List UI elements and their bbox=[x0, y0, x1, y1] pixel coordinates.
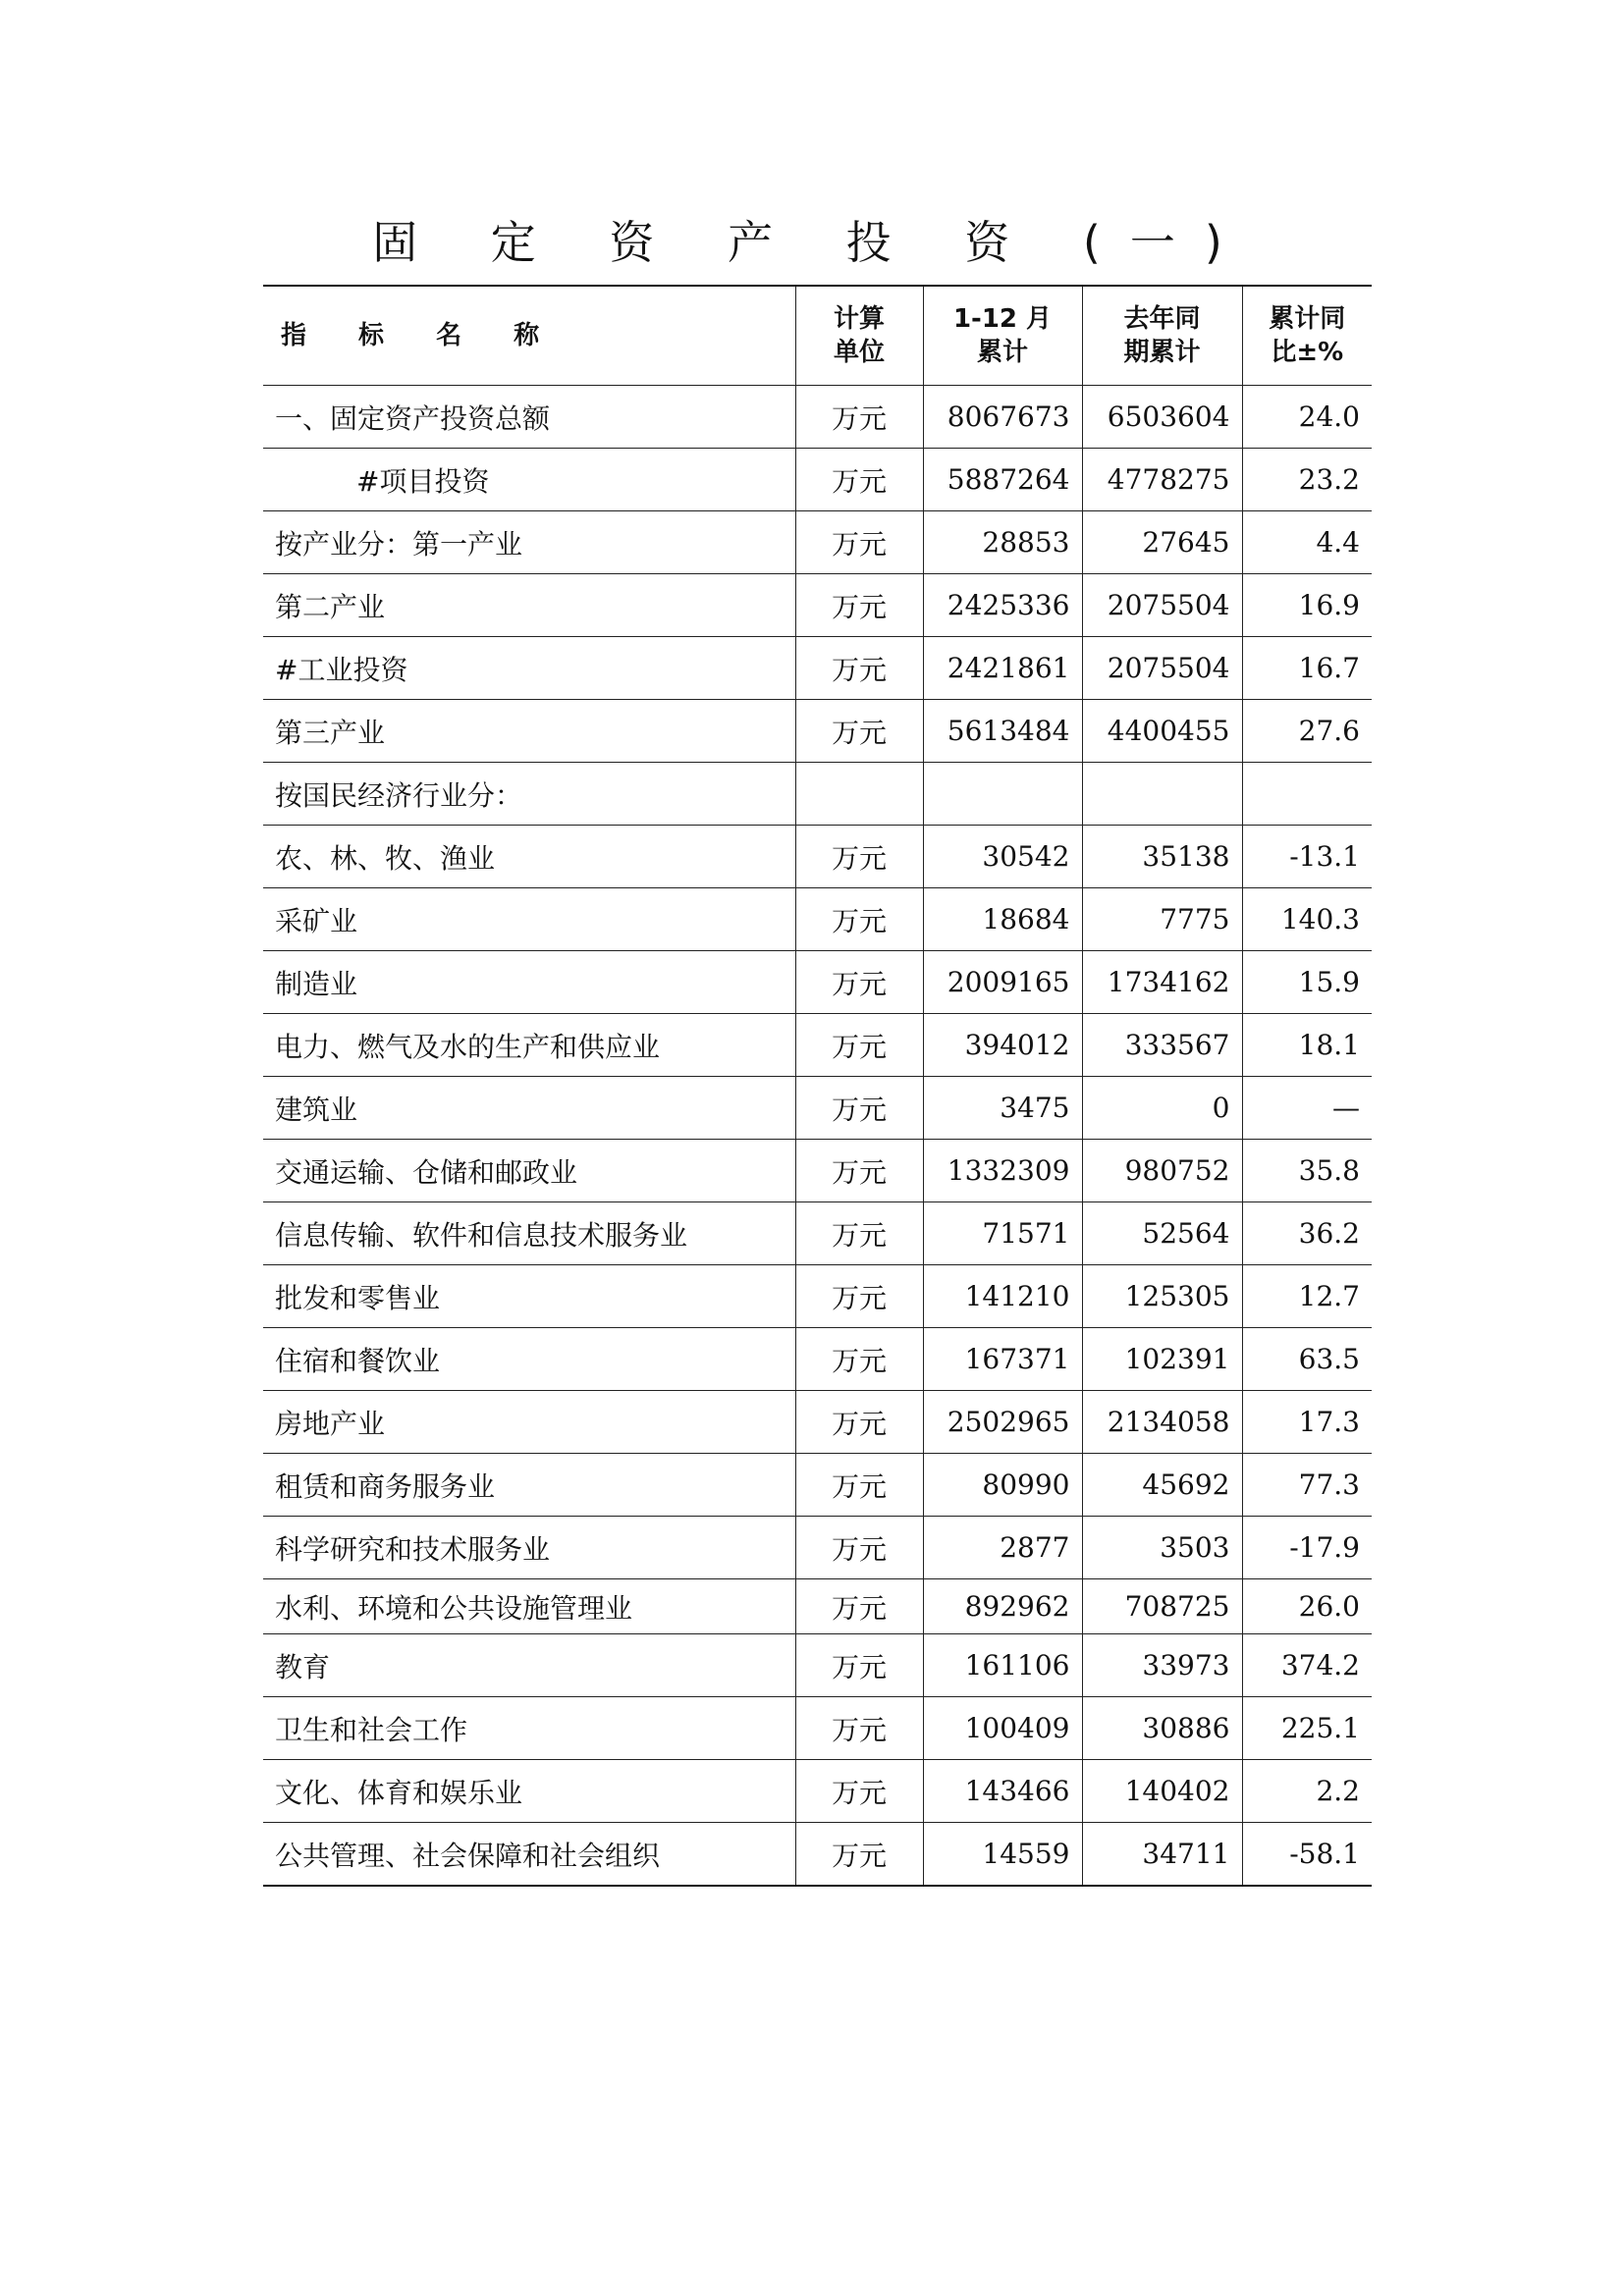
row-current: 30542 bbox=[923, 826, 1082, 888]
row-current: 5887264 bbox=[923, 449, 1082, 511]
row-percent: 18.1 bbox=[1242, 1014, 1372, 1077]
table-row bbox=[263, 1697, 1372, 1760]
row-percent: -13.1 bbox=[1242, 826, 1372, 888]
row-current: 28853 bbox=[923, 511, 1082, 574]
table-row bbox=[263, 700, 1372, 763]
table-row bbox=[263, 1391, 1372, 1454]
row-current: 18684 bbox=[923, 888, 1082, 951]
row-name: 租赁和商务服务业 bbox=[263, 1454, 795, 1517]
header-unit bbox=[795, 286, 923, 386]
row-percent: 12.7 bbox=[1242, 1265, 1372, 1328]
row-percent: — bbox=[1242, 1077, 1372, 1140]
row-previous: 2075504 bbox=[1082, 574, 1242, 637]
row-name: 文化、体育和娱乐业 bbox=[263, 1760, 795, 1823]
header-previous-line1: 去年同 bbox=[1123, 304, 1201, 334]
row-name: 农、林、牧、渔业 bbox=[263, 826, 795, 888]
row-unit: 万元 bbox=[795, 1391, 923, 1454]
row-percent: 16.9 bbox=[1242, 574, 1372, 637]
header-row bbox=[263, 286, 1372, 386]
row-name: 一、固定资产投资总额 bbox=[263, 386, 795, 449]
row-previous: 1734162 bbox=[1082, 951, 1242, 1014]
table-row bbox=[263, 1140, 1372, 1202]
row-current: 2877 bbox=[923, 1517, 1082, 1579]
row-unit: 万元 bbox=[795, 1202, 923, 1265]
header-current-line1: 1-12 月 bbox=[952, 304, 1053, 334]
row-unit: 万元 bbox=[795, 1077, 923, 1140]
row-current: 2009165 bbox=[923, 951, 1082, 1014]
row-unit: 万元 bbox=[795, 1634, 923, 1697]
table-row bbox=[263, 449, 1372, 511]
row-previous: 52564 bbox=[1082, 1202, 1242, 1265]
table-row bbox=[263, 826, 1372, 888]
row-percent: 2.2 bbox=[1242, 1760, 1372, 1823]
row-percent: 140.3 bbox=[1242, 888, 1372, 951]
row-name: 批发和零售业 bbox=[263, 1265, 795, 1328]
table-row bbox=[263, 1634, 1372, 1697]
row-percent: 374.2 bbox=[1242, 1634, 1372, 1697]
row-name: 电力、燃气及水的生产和供应业 bbox=[263, 1014, 795, 1077]
row-previous: 708725 bbox=[1082, 1579, 1242, 1634]
table-row bbox=[263, 637, 1372, 700]
row-current: 892962 bbox=[923, 1579, 1082, 1634]
table-row bbox=[263, 1077, 1372, 1140]
row-current: 161106 bbox=[923, 1634, 1082, 1697]
row-percent: 27.6 bbox=[1242, 700, 1372, 763]
row-current: 167371 bbox=[923, 1328, 1082, 1391]
row-name: 房地产业 bbox=[263, 1391, 795, 1454]
row-percent: 63.5 bbox=[1242, 1328, 1372, 1391]
row-percent: 16.7 bbox=[1242, 637, 1372, 700]
table-row bbox=[263, 574, 1372, 637]
row-previous: 2134058 bbox=[1082, 1391, 1242, 1454]
row-unit: 万元 bbox=[795, 637, 923, 700]
row-unit: 万元 bbox=[795, 1760, 923, 1823]
row-unit: 万元 bbox=[795, 511, 923, 574]
row-previous: 35138 bbox=[1082, 826, 1242, 888]
row-unit: 万元 bbox=[795, 1454, 923, 1517]
row-percent: 77.3 bbox=[1242, 1454, 1372, 1517]
row-percent: -17.9 bbox=[1242, 1517, 1372, 1579]
row-previous: 2075504 bbox=[1082, 637, 1242, 700]
row-name: 卫生和社会工作 bbox=[263, 1697, 795, 1760]
row-current: 1332309 bbox=[923, 1140, 1082, 1202]
row-previous: 3503 bbox=[1082, 1517, 1242, 1579]
row-name: 水利、环境和公共设施管理业 bbox=[263, 1579, 795, 1634]
investment-table bbox=[263, 285, 1372, 1887]
table-row bbox=[263, 951, 1372, 1014]
row-unit bbox=[795, 763, 923, 826]
row-name: 制造业 bbox=[263, 951, 795, 1014]
header-previous bbox=[1082, 286, 1242, 386]
table-row bbox=[263, 1014, 1372, 1077]
row-percent: 24.0 bbox=[1242, 386, 1372, 449]
row-previous: 6503604 bbox=[1082, 386, 1242, 449]
row-unit: 万元 bbox=[795, 1579, 923, 1634]
row-previous: 125305 bbox=[1082, 1265, 1242, 1328]
header-previous-line2: 期累计 bbox=[1123, 338, 1201, 367]
row-unit: 万元 bbox=[795, 888, 923, 951]
row-unit: 万元 bbox=[795, 1014, 923, 1077]
header-percent-line2: 比±% bbox=[1271, 338, 1344, 367]
row-previous: 140402 bbox=[1082, 1760, 1242, 1823]
row-current bbox=[923, 763, 1082, 826]
row-previous: 4778275 bbox=[1082, 449, 1242, 511]
header-unit-line1: 计算 bbox=[833, 304, 885, 334]
row-previous: 980752 bbox=[1082, 1140, 1242, 1202]
row-current: 100409 bbox=[923, 1697, 1082, 1760]
row-unit: 万元 bbox=[795, 1328, 923, 1391]
row-name: 按国民经济行业分： bbox=[263, 763, 795, 826]
table-row bbox=[263, 1760, 1372, 1823]
row-previous bbox=[1082, 763, 1242, 826]
row-current: 141210 bbox=[923, 1265, 1082, 1328]
row-name: 第三产业 bbox=[263, 700, 795, 763]
row-name: 教育 bbox=[263, 1634, 795, 1697]
header-current-line2: 累计 bbox=[976, 338, 1028, 367]
row-percent: 26.0 bbox=[1242, 1579, 1372, 1634]
row-percent: 35.8 bbox=[1242, 1140, 1372, 1202]
row-percent: 4.4 bbox=[1242, 511, 1372, 574]
row-unit: 万元 bbox=[795, 951, 923, 1014]
row-previous: 27645 bbox=[1082, 511, 1242, 574]
row-unit: 万元 bbox=[795, 1697, 923, 1760]
row-name: #项目投资 bbox=[263, 449, 795, 511]
row-percent: 225.1 bbox=[1242, 1697, 1372, 1760]
row-name: 交通运输、仓储和邮政业 bbox=[263, 1140, 795, 1202]
row-unit: 万元 bbox=[795, 1823, 923, 1887]
row-previous: 4400455 bbox=[1082, 700, 1242, 763]
page-title: 固 定 资 产 投 资 (一) bbox=[372, 216, 1252, 269]
row-previous: 0 bbox=[1082, 1077, 1242, 1140]
row-current: 14559 bbox=[923, 1823, 1082, 1887]
row-current: 3475 bbox=[923, 1077, 1082, 1140]
row-current: 2425336 bbox=[923, 574, 1082, 637]
row-name: 第二产业 bbox=[263, 574, 795, 637]
row-previous: 34711 bbox=[1082, 1823, 1242, 1887]
row-current: 80990 bbox=[923, 1454, 1082, 1517]
table-row bbox=[263, 386, 1372, 449]
row-unit: 万元 bbox=[795, 1517, 923, 1579]
row-name: 按产业分：第一产业 bbox=[263, 511, 795, 574]
row-unit: 万元 bbox=[795, 700, 923, 763]
table-row bbox=[263, 1823, 1372, 1887]
header-unit-line2: 单位 bbox=[833, 338, 885, 367]
row-unit: 万元 bbox=[795, 449, 923, 511]
row-percent: -58.1 bbox=[1242, 1823, 1372, 1887]
row-previous: 30886 bbox=[1082, 1697, 1242, 1760]
header-percent bbox=[1242, 286, 1372, 386]
row-previous: 45692 bbox=[1082, 1454, 1242, 1517]
table-row bbox=[263, 1328, 1372, 1391]
row-percent: 36.2 bbox=[1242, 1202, 1372, 1265]
header-indicator-name: 指 标 名 称 bbox=[263, 286, 795, 386]
row-previous: 333567 bbox=[1082, 1014, 1242, 1077]
row-name: 公共管理、社会保障和社会组织 bbox=[263, 1823, 795, 1887]
table-row bbox=[263, 763, 1372, 826]
row-name: 科学研究和技术服务业 bbox=[263, 1517, 795, 1579]
row-name: 信息传输、软件和信息技术服务业 bbox=[263, 1202, 795, 1265]
table-row bbox=[263, 1517, 1372, 1579]
table-row bbox=[263, 888, 1372, 951]
row-unit: 万元 bbox=[795, 1265, 923, 1328]
row-name: 住宿和餐饮业 bbox=[263, 1328, 795, 1391]
row-unit: 万元 bbox=[795, 826, 923, 888]
row-previous: 7775 bbox=[1082, 888, 1242, 951]
table-row bbox=[263, 1265, 1372, 1328]
row-current: 2502965 bbox=[923, 1391, 1082, 1454]
row-previous: 102391 bbox=[1082, 1328, 1242, 1391]
row-current: 8067673 bbox=[923, 386, 1082, 449]
row-name: 采矿业 bbox=[263, 888, 795, 951]
row-current: 71571 bbox=[923, 1202, 1082, 1265]
row-name: 建筑业 bbox=[263, 1077, 795, 1140]
row-percent: 15.9 bbox=[1242, 951, 1372, 1014]
row-unit: 万元 bbox=[795, 574, 923, 637]
row-percent bbox=[1242, 763, 1372, 826]
row-percent: 23.2 bbox=[1242, 449, 1372, 511]
row-unit: 万元 bbox=[795, 1140, 923, 1202]
table-row bbox=[263, 1454, 1372, 1517]
table-row bbox=[263, 1579, 1372, 1634]
row-previous: 33973 bbox=[1082, 1634, 1242, 1697]
header-current bbox=[923, 286, 1082, 386]
row-current: 2421861 bbox=[923, 637, 1082, 700]
row-current: 5613484 bbox=[923, 700, 1082, 763]
table-row bbox=[263, 1202, 1372, 1265]
row-current: 143466 bbox=[923, 1760, 1082, 1823]
header-percent-line1: 累计同 bbox=[1269, 304, 1346, 334]
row-percent: 17.3 bbox=[1242, 1391, 1372, 1454]
row-unit: 万元 bbox=[795, 386, 923, 449]
table-row bbox=[263, 511, 1372, 574]
row-current: 394012 bbox=[923, 1014, 1082, 1077]
row-name: #工业投资 bbox=[263, 637, 795, 700]
